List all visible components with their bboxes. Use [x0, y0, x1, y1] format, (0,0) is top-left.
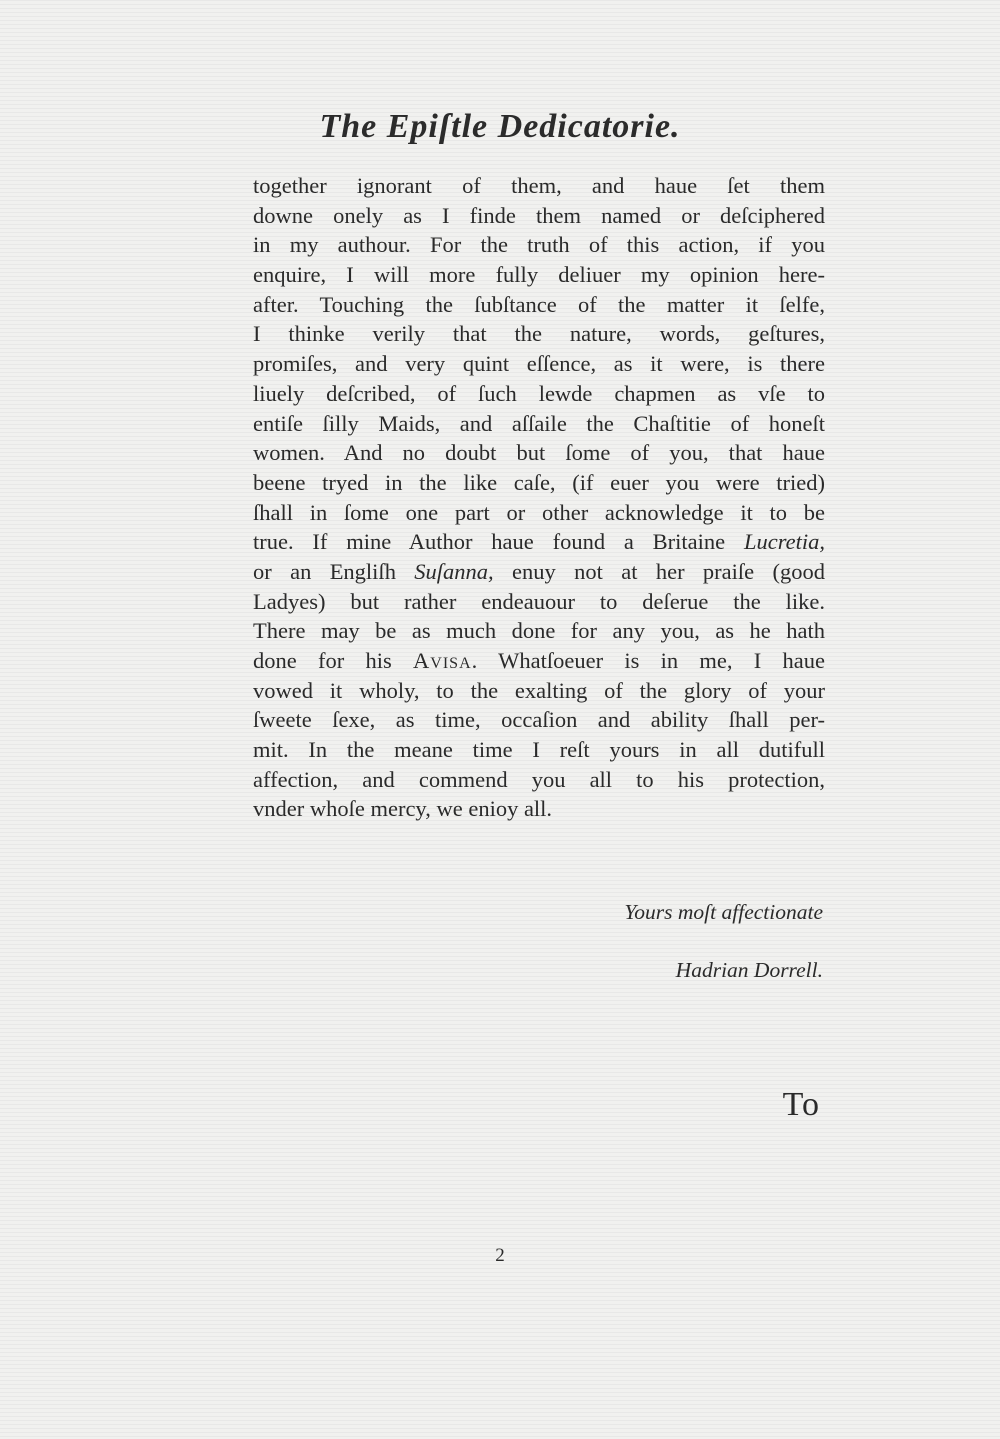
text-line-mixed: [253, 646, 825, 676]
text-segment: true. If mine Author haue found a Britaine: [253, 529, 744, 555]
page-number: 2: [495, 1245, 505, 1266]
text-line: after. Touching the ſubſtance of the matter it ſelfe,: [253, 291, 825, 317]
italic-name-lucretia: Lucretia,: [743, 529, 825, 555]
signature: Hadrian Dorrell.: [675, 958, 823, 982]
text-line: I thinke verily that the nature, words, geſtures,: [253, 321, 825, 347]
closing-salutation: Yours moſt affectionate: [624, 900, 823, 924]
text-line: women. And no doubt but ſome of you, that haue: [253, 440, 825, 466]
text-line: There may be as much done for any you, as he hath: [253, 618, 825, 644]
text-line: mit. In the meane time I reſt yours in all dutifull: [253, 737, 825, 763]
text-line: in my authour. For the truth of this action, if you: [253, 232, 825, 258]
text-line: beene tryed in the like caſe, (if euer you were tried): [253, 469, 825, 495]
text-line: downe onely as I finde them named or deſciphered: [253, 202, 825, 228]
text-line: promiſes, and very quint eſſence, as it were, is there: [253, 351, 825, 377]
catchword: To: [782, 1086, 820, 1123]
text-line: liuely deſcribed, of ſuch lewde chapmen as vſe to: [253, 380, 825, 406]
text-segment: enuy not at her praiſe (good: [493, 558, 825, 584]
text-segment: . Whatſoeuer is in me, I haue: [471, 648, 826, 673]
text-line: ſweete ſexe, as time, occaſion and ability ſhall per-: [253, 707, 825, 733]
text-segment: done for his: [253, 648, 414, 673]
text-line-mixed: [253, 527, 825, 557]
body-text: [253, 171, 825, 824]
text-line: ſhall in ſome one part or other acknowledge it to be: [253, 499, 825, 525]
text-line: affection, and commend you all to his protection,: [253, 766, 825, 792]
text-line: enquire, I will more fully deliuer my opinion here-: [253, 262, 825, 288]
avisa-smallcaps: Avisa: [413, 648, 472, 673]
text-line: entiſe ſilly Maids, and aſſaile the Chaſtitie of honeſt: [253, 410, 825, 436]
italic-name-susanna: Suſanna,: [414, 558, 494, 584]
text-line: together ignorant of them, and haue ſet them: [253, 173, 825, 198]
text-line: Ladyes) but rather endeauour to deſerue the like.: [253, 588, 825, 614]
running-head: The Epiſtle Dedicatorie.: [319, 108, 681, 145]
text-line-mixed: [253, 557, 825, 587]
text-segment: or an Engliſh: [253, 558, 415, 584]
text-line: vowed it wholy, to the exalting of the glory of your: [253, 677, 825, 703]
text-line: vnder whoſe mercy, we enioy all.: [253, 796, 553, 822]
